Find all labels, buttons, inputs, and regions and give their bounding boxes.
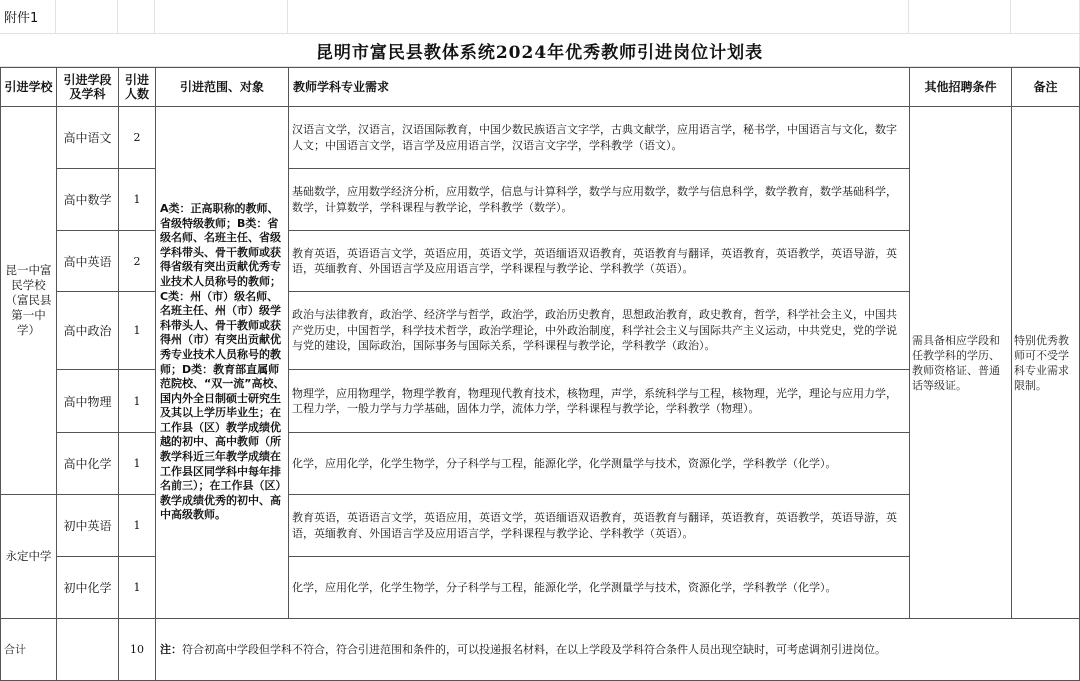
empty-cell (288, 0, 909, 34)
count-cell: 2 (118, 106, 156, 169)
major-cell (288, 494, 910, 557)
header-scope: 引进范围、对象 (155, 67, 289, 107)
total-label: 合计 (0, 618, 57, 681)
scope-text: A类：正高职称的教师、省级特级教师；B类：省级名师、名班主任、省级学科带头、骨干教师或获得省级有突出贡献优秀专业技术人员称号的教师；C类：州（市）级名师、名班主任、州（市）级学科带头人、骨干教师或获得州（市）有突出贡献优秀专业技术人员称号的教师；D类：教育部直属师范院校、“双一流”高校、国内外全日制硕士研究生及其以上学历毕业生；在工作县（区）教学成绩优越的初中、高中教师（所教学科近三年教学成绩在工作县区同学科中每年排名前三）；在工作县（区）教学成绩优秀的初中、高中高级教师。 (160, 201, 285, 522)
count-cell: 1 (118, 556, 156, 619)
empty-cell (909, 0, 1011, 34)
subject-cell: 高中政治 (56, 291, 119, 370)
remark-text: 特别优秀教师可不受学科专业需求限制。 (1014, 333, 1069, 392)
empty-cell (118, 0, 155, 34)
subject-cell: 高中数学 (56, 168, 119, 231)
major-cell (288, 230, 910, 292)
count-cell: 2 (118, 230, 156, 292)
major-cell (288, 168, 910, 231)
major-text: 教育英语，英语语言文学，英语应用，英语文学，英语缅语双语教育，英语教育与翻译，英语教育，英语教学，英语导游，英语，英缅教育、外国语言学及应用语言学，学科课程与教学论、学科教学（英语）。 (292, 246, 897, 275)
subject-cell: 高中化学 (56, 432, 119, 495)
major-text: 政治与法律教育，政治学、经济学与哲学，政治学，政治历史教育，思想政治教育，政史教育，哲学，科学社会主义，中国共产党历史，中国哲学，科学技术哲学，政治学理论，中外政治制度，科学社会主义与国际共产主义运动，中共党史，党的学说与党的建设，国际政治，国际事务与国际关系，学科课程与教学论，学科教学（政治）。 (292, 308, 897, 353)
note-prefix: 注： (160, 643, 182, 656)
subject-cell: 高中语文 (56, 106, 119, 169)
scope-cell (155, 106, 289, 619)
subject-cell: 初中英语 (56, 494, 119, 557)
subject-cell: 高中英语 (56, 230, 119, 292)
count-cell: 1 (118, 494, 156, 557)
page-title: 昆明市富民县教体系统2024年优秀教师引进岗位计划表 (0, 34, 1080, 67)
header-remark: 备注 (1011, 67, 1080, 107)
empty-cell (1011, 0, 1080, 34)
major-cell (288, 432, 910, 495)
header-other-conditions: 其他招聘条件 (909, 67, 1012, 107)
school-cell: 昆一中富民学校（富民县第一中学） (0, 106, 57, 495)
other-conditions-cell (909, 106, 1012, 619)
major-text: 教育英语，英语语言文学，英语应用，英语文学，英语缅语双语教育，英语教育与翻译，英语教育，英语教学，英语导游，英语，英缅教育、外国语言学及应用语言学，学科课程与教学论、学科教学（英语）。 (292, 511, 897, 540)
count-cell: 1 (118, 291, 156, 370)
major-text: 物理学，应用物理学，物理学教育，物理现代教育技术，核物理，声学，系统科学与工程，核物理，光学，理论与应用力学，工程力学，一般力学与力学基础，固体力学，流体力学，学科课程与教学论，学科教学（物理）。 (292, 386, 897, 415)
empty-cell (56, 618, 119, 681)
school-cell: 永定中学 (0, 494, 57, 619)
major-cell (288, 106, 910, 169)
empty-cell (155, 0, 288, 34)
header-count: 引进人数 (118, 67, 156, 107)
header-school: 引进学校 (0, 67, 57, 107)
major-text: 汉语言文学，汉语言，汉语国际教育，中国少数民族语言文字学，古典文献学，应用语言学，秘书学，中国语言与文化，数字人文；中国语言文学，语言学及应用语言学，汉语言文字学，学科教学（语文）。 (292, 123, 897, 152)
major-text: 基础数学，应用数学经济分析，应用数学，信息与计算科学，数学与应用数学，数学与信息科学，数学教育，数学基础科学，数学，计算数学，学科课程与教学论，学科教学（数学）。 (292, 185, 897, 214)
count-cell: 1 (118, 168, 156, 231)
major-cell (288, 556, 910, 619)
count-cell: 1 (118, 432, 156, 495)
total-count: 10 (118, 618, 156, 681)
count-cell: 1 (118, 369, 156, 433)
remark-cell (1011, 106, 1080, 619)
empty-cell (56, 0, 118, 34)
total-note-cell (155, 618, 1080, 681)
major-text: 化学，应用化学，化学生物学，分子科学与工程，能源化学，化学测量学与技术，资源化学，学科教学（化学）。 (292, 456, 837, 470)
subject-cell: 高中物理 (56, 369, 119, 433)
major-cell (288, 291, 910, 370)
subject-cell: 初中化学 (56, 556, 119, 619)
note-text: 符合初高中学段但学科不符合，符合引进范围和条件的，可以投递报名材料，在以上学段及学科符合条件人员出现空缺时，可考虑调剂引进岗位。 (182, 643, 886, 656)
major-cell (288, 369, 910, 433)
attachment-label: 附件1 (0, 0, 56, 34)
major-text: 化学，应用化学，化学生物学，分子科学与工程，能源化学，化学测量学与技术，资源化学，学科教学（化学）。 (292, 580, 837, 594)
other-conditions-text: 需具备相应学段和任教学科的学历、教师资格证、普通话等级证。 (912, 333, 1000, 392)
header-subject: 引进学段及学科 (56, 67, 119, 107)
header-major: 教师学科专业需求 (288, 67, 910, 107)
